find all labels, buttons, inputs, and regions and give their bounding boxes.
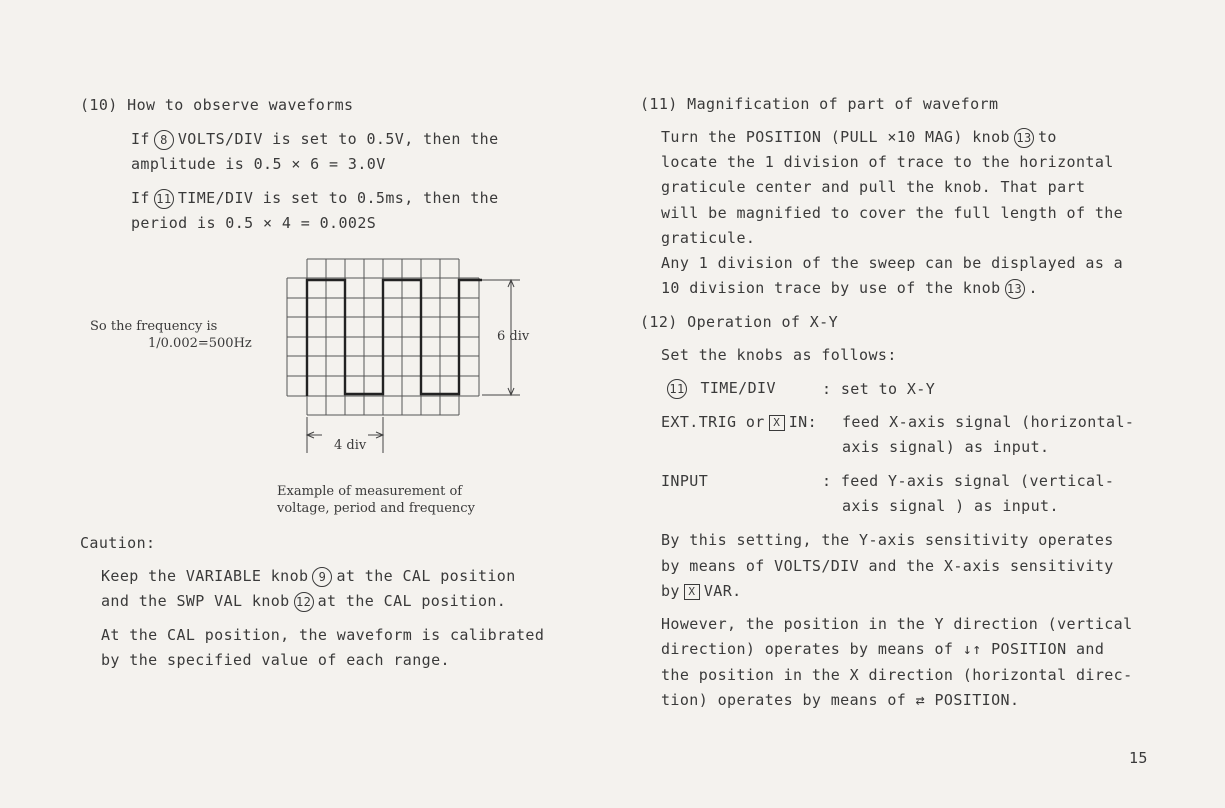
xy-row-ext-trig bbox=[661, 412, 817, 432]
p11-line2: locate the 1 division of trace to the horizontal bbox=[661, 153, 1114, 171]
knob-9-icon: 9 bbox=[312, 567, 332, 587]
square-wave-trace bbox=[307, 280, 482, 396]
xy-row-ext-trig-desc1: feed X-axis signal (horizontal- bbox=[842, 413, 1135, 431]
knob-11-icon: 11 bbox=[667, 379, 687, 399]
text: VOLTS/DIV is set to 0.5V, then the bbox=[177, 130, 499, 148]
caution-line2 bbox=[101, 591, 506, 612]
caution-title: Caution: bbox=[80, 534, 156, 552]
xy-row-time-div bbox=[661, 378, 776, 399]
text: IN: bbox=[788, 413, 818, 431]
p12-line5: direction) operates by means of ↓↑ POSITION and bbox=[661, 640, 1105, 658]
frequency-line2: 1/0.002=500Hz bbox=[148, 336, 252, 351]
p12-line2: by means of VOLTS/DIV and the X-axis sensitivity bbox=[661, 557, 1114, 575]
text: at the CAL position bbox=[336, 567, 516, 585]
text: If bbox=[131, 189, 150, 207]
label-6-div: 6 div bbox=[497, 329, 530, 344]
knob-13-icon: 13 bbox=[1014, 128, 1034, 148]
caution-line4: by the specified value of each range. bbox=[101, 651, 450, 669]
x-box-icon: X bbox=[684, 584, 700, 600]
p11-line5: graticule. bbox=[661, 229, 756, 247]
xy-row-ext-trig-desc2: axis signal) as input. bbox=[842, 438, 1050, 456]
text: TIME/DIV bbox=[700, 379, 776, 397]
p12-line7: tion) operates by means of ⇄ POSITION. bbox=[661, 691, 1020, 709]
section-11-heading: (11) Magnification of part of waveform bbox=[640, 95, 999, 113]
p10-line3 bbox=[131, 188, 499, 209]
p12-intro: Set the knobs as follows: bbox=[661, 346, 897, 364]
text: Keep the VARIABLE knob bbox=[101, 567, 309, 585]
text: . bbox=[1028, 279, 1038, 297]
p12-line3 bbox=[661, 581, 742, 601]
knob-11-icon: 11 bbox=[154, 189, 174, 209]
knob-12-icon: 12 bbox=[294, 592, 314, 612]
section-12-heading: (12) Operation of X-Y bbox=[640, 313, 839, 331]
p11-line1 bbox=[661, 127, 1057, 148]
xy-row-input: INPUT bbox=[661, 472, 709, 490]
p10-line2: amplitude is 0.5 × 6 = 3.0V bbox=[131, 155, 386, 173]
p12-line4: However, the position in the Y direction (vertical bbox=[661, 615, 1133, 633]
section-10-heading: (10) How to observe waveforms bbox=[80, 96, 354, 114]
x-box-icon: X bbox=[769, 415, 785, 431]
text: If bbox=[131, 130, 150, 148]
text: Turn the POSITION (PULL ×10 MAG) knob bbox=[661, 128, 1010, 146]
waveform-diagram bbox=[282, 255, 552, 455]
figure-caption-line1: Example of measurement of bbox=[277, 484, 463, 499]
p12-line6: the position in the X direction (horizontal direc- bbox=[661, 666, 1133, 684]
text: at the CAL position. bbox=[317, 592, 507, 610]
knob-13-icon: 13 bbox=[1005, 279, 1025, 299]
label-4-div: 4 div bbox=[334, 438, 367, 453]
text: 10 division trace by use of the knob bbox=[661, 279, 1001, 297]
frequency-line1: So the frequency is bbox=[90, 319, 218, 334]
p10-line1 bbox=[131, 129, 499, 150]
caution-line1 bbox=[101, 566, 516, 587]
knob-8-icon: 8 bbox=[154, 130, 174, 150]
figure-caption-line2: voltage, period and frequency bbox=[277, 501, 475, 516]
xy-row-input-desc1: : feed Y-axis signal (vertical- bbox=[822, 472, 1115, 490]
p10-line4: period is 0.5 × 4 = 0.002S bbox=[131, 214, 377, 232]
text: to bbox=[1037, 128, 1057, 146]
text: TIME/DIV is set to 0.5ms, then the bbox=[177, 189, 499, 207]
text: by bbox=[661, 582, 680, 600]
caution-line3: At the CAL position, the waveform is calibrated bbox=[101, 626, 545, 644]
page-number: 15 bbox=[1129, 749, 1148, 767]
text: and the SWP VAL knob bbox=[101, 592, 290, 610]
xy-row-time-div-desc: : set to X-Y bbox=[822, 380, 936, 398]
text: EXT.TRIG or bbox=[661, 413, 765, 431]
text: VAR. bbox=[703, 582, 742, 600]
p11-line7 bbox=[661, 278, 1038, 299]
xy-row-input-desc2: axis signal ) as input. bbox=[842, 497, 1059, 515]
p11-line6: Any 1 division of the sweep can be displayed as a bbox=[661, 254, 1124, 272]
p12-line1: By this setting, the Y-axis sensitivity operates bbox=[661, 531, 1114, 549]
p11-line4: will be magnified to cover the full length of the bbox=[661, 204, 1124, 222]
p11-line3: graticule center and pull the knob. That part bbox=[661, 178, 1086, 196]
